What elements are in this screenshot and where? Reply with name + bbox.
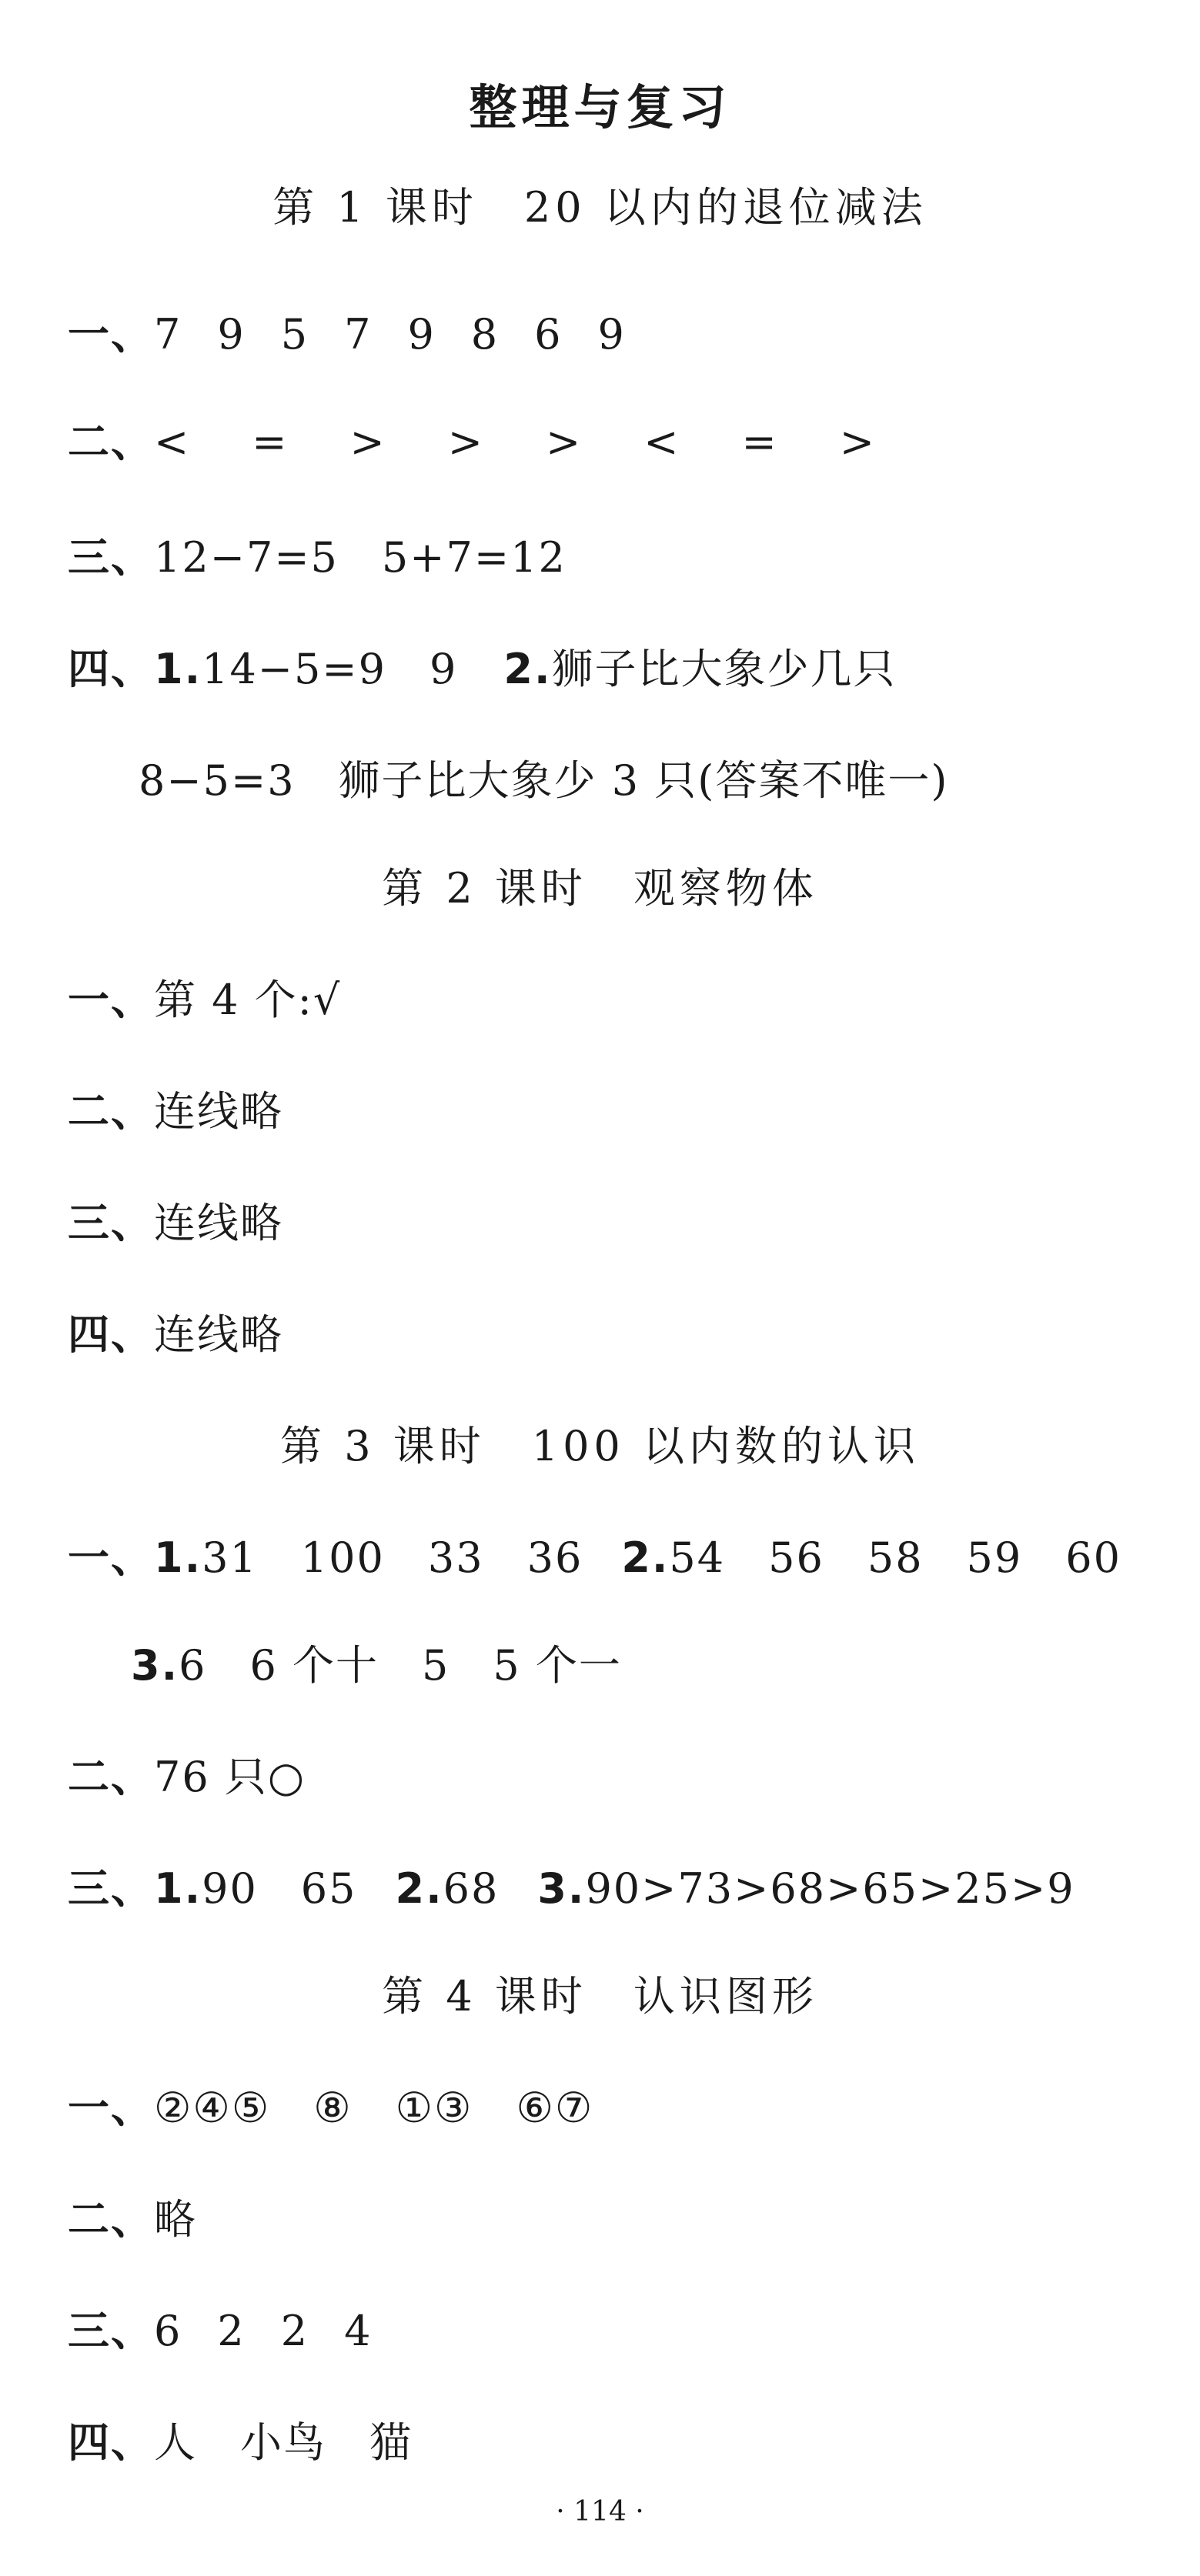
answer-text: 76 只○ — [154, 1753, 306, 1801]
answer-line — [68, 642, 896, 696]
question-marker: 一、 — [68, 976, 154, 1024]
question-marker: 一、 — [68, 2084, 154, 2132]
answer-text: 54 56 58 59 60 — [669, 1533, 1121, 1582]
answer-value: 9 — [217, 310, 246, 359]
answer-value: 8 — [470, 310, 500, 359]
question-marker: 四、 — [68, 1310, 154, 1359]
answer-value: < — [643, 418, 680, 466]
lesson-label: 第 3 课时 — [280, 1422, 486, 1470]
answer-text: 连线略 — [154, 1199, 283, 1247]
answer-text: 略 — [154, 2195, 197, 2244]
sub-question-number: 3. — [131, 1641, 179, 1690]
answer-line — [68, 1531, 1121, 1585]
lesson-topic: 20 以内的退位减法 — [523, 183, 928, 232]
answer-text: 90>73>68>65>25>9 — [585, 1864, 1075, 1913]
lesson-1-heading — [0, 181, 1200, 235]
answer-value: 4 — [344, 2307, 373, 2355]
answer-value: > — [839, 418, 876, 466]
question-marker: 一、 — [68, 1533, 154, 1582]
question-marker: 一、 — [68, 310, 154, 359]
answer-value: 6 — [154, 2307, 182, 2355]
question-marker: 二、 — [68, 418, 154, 466]
question-marker: 三、 — [68, 1864, 154, 1913]
answer-line — [68, 1308, 283, 1362]
question-marker: 三、 — [68, 2307, 154, 2355]
answer-value: 7 — [154, 310, 182, 359]
question-marker: 二、 — [68, 1753, 154, 1801]
sub-question-number: 3. — [537, 1864, 586, 1913]
answer-text: 14−5=9 9 — [202, 645, 458, 693]
question-marker: 二、 — [68, 1087, 154, 1136]
answer-text: ②④⑤ ⑧ ①③ ⑥⑦ — [154, 2084, 594, 2132]
sub-question-number: 1. — [154, 1864, 202, 1913]
answer-line — [68, 1862, 1075, 1916]
answer-value: > — [447, 418, 484, 466]
question-marker: 三、 — [68, 533, 154, 582]
answer-line — [68, 973, 341, 1027]
answer-line — [68, 1085, 283, 1139]
question-marker: 四、 — [68, 645, 154, 693]
sub-question-number: 1. — [154, 1533, 202, 1582]
answer-text: 狮子比大象少几只 — [551, 645, 897, 693]
page-title: 整理与复习 — [469, 79, 731, 135]
answer-line — [68, 531, 567, 585]
answer-value: 7 — [344, 310, 373, 359]
answer-value: 5 — [280, 310, 309, 359]
answer-value: > — [546, 418, 583, 466]
lesson-4-heading — [0, 1970, 1200, 2024]
answer-text: 8−5=3 狮子比大象少 3 只(答案不唯一) — [139, 756, 949, 805]
sub-question-number: 1. — [154, 645, 202, 693]
page-number: · 114 · — [556, 2496, 644, 2528]
answer-text: 12−7=5 5+7=12 — [154, 533, 567, 582]
answer-value: 6 — [534, 310, 563, 359]
answer-text: 第 4 个:√ — [154, 976, 342, 1024]
answer-line — [68, 2081, 593, 2135]
answer-value: 2 — [217, 2307, 246, 2355]
answer-line — [68, 1196, 283, 1250]
answer-line — [68, 1750, 306, 1804]
answer-line — [68, 308, 626, 362]
answer-text: 90 65 — [202, 1864, 357, 1913]
answer-text: 连线略 — [154, 1310, 283, 1359]
lesson-3-heading — [0, 1420, 1200, 1473]
lesson-label: 第 1 课时 — [272, 183, 478, 232]
answer-line — [68, 415, 876, 469]
answer-value: 9 — [407, 310, 436, 359]
lesson-label: 第 4 课时 — [382, 1972, 587, 2020]
answer-value: = — [252, 418, 289, 466]
answer-line — [139, 754, 948, 808]
answer-line — [68, 2304, 372, 2358]
question-marker: 四、 — [68, 2418, 154, 2467]
sub-question-number: 2. — [395, 1864, 443, 1913]
question-marker: 二、 — [68, 2195, 154, 2244]
answer-text: 31 100 33 36 — [202, 1533, 583, 1582]
lesson-topic: 100 以内数的认识 — [531, 1422, 920, 1470]
answer-text: 6 6 个十 5 5 个一 — [179, 1641, 622, 1690]
sub-question-number: 2. — [621, 1533, 670, 1582]
answer-text: 连线略 — [154, 1087, 283, 1136]
answer-value: > — [349, 418, 386, 466]
answer-line — [131, 1639, 622, 1693]
sub-question-number: 2. — [503, 645, 552, 693]
answer-value: 2 — [280, 2307, 309, 2355]
lesson-2-heading — [0, 862, 1200, 916]
answer-line — [68, 2193, 197, 2247]
lesson-topic: 观察物体 — [633, 864, 818, 913]
answer-value: 9 — [597, 310, 626, 359]
answer-value: < — [154, 418, 191, 466]
answer-value: = — [741, 418, 778, 466]
answer-text: 68 — [443, 1864, 500, 1913]
answer-line — [68, 2416, 413, 2470]
lesson-label: 第 2 课时 — [382, 864, 587, 913]
lesson-topic: 认识图形 — [633, 1972, 818, 2020]
question-marker: 三、 — [68, 1199, 154, 1247]
answer-text: 人 小鸟 猫 — [154, 2418, 413, 2467]
